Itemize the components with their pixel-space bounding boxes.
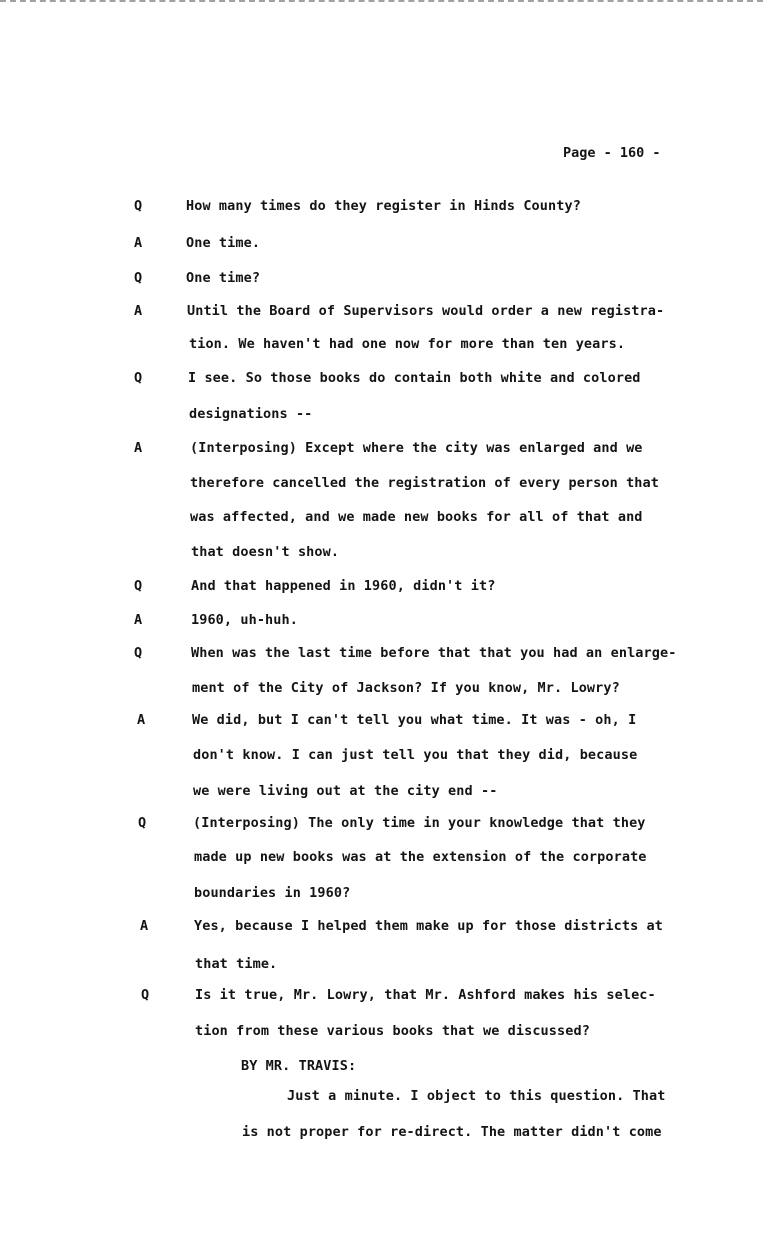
speaker-marker: Q [134, 270, 143, 286]
testimony-line: boundaries in 1960? [194, 885, 351, 901]
objection-line: is not proper for re-direct. The matter didn't come [242, 1124, 662, 1140]
testimony-line: (Interposing) The only time in your knowledge that they [193, 815, 646, 831]
testimony-line: How many times do they register in Hinds County? [186, 198, 581, 214]
speaker-marker: A [137, 712, 146, 728]
objection-line: Just a minute. I object to this question. That [287, 1088, 666, 1104]
testimony-line: Until the Board of Supervisors would order a new registra- [187, 303, 665, 319]
testimony-line: One time. [186, 235, 261, 251]
testimony-line: 1960, uh-huh. [191, 612, 298, 628]
testimony-line: therefore cancelled the registration of every person that [190, 475, 659, 491]
testimony-line: (Interposing) Except where the city was enlarged and we [190, 440, 643, 456]
testimony-line: that time. [195, 956, 278, 972]
speaker-marker: Q [141, 987, 150, 1003]
testimony-line: designations -- [189, 406, 313, 422]
testimony-line: Is it true, Mr. Lowry, that Mr. Ashford makes his selec- [195, 987, 656, 1003]
testimony-line: Yes, because I helped them make up for those districts at [194, 918, 663, 934]
top-border-rule [0, 0, 763, 2]
speaker-marker: A [140, 918, 149, 934]
testimony-line: tion from these various books that we discussed? [195, 1023, 590, 1039]
testimony-line: we were living out at the city end -- [193, 783, 498, 799]
speaker-marker: Q [134, 645, 143, 661]
speaker-marker: A [134, 235, 143, 251]
speaker-marker: Q [134, 198, 143, 214]
testimony-line: made up new books was at the extension of the corporate [194, 849, 647, 865]
speaker-marker: A [134, 303, 143, 319]
testimony-line: don't know. I can just tell you that they did, because [193, 747, 638, 763]
testimony-line: tion. We haven't had one now for more than ten years. [189, 336, 626, 352]
testimony-line: When was the last time before that that you had an enlarge- [191, 645, 677, 661]
testimony-line: One time? [186, 270, 261, 286]
speaker-marker: Q [134, 578, 143, 594]
speaker-marker: A [134, 612, 143, 628]
testimony-line: We did, but I can't tell you what time. It was - oh, I [192, 712, 637, 728]
speaker-marker: Q [134, 370, 143, 386]
speaker-marker: A [134, 440, 143, 456]
testimony-line: that doesn't show. [191, 544, 340, 560]
testimony-line: And that happened in 1960, didn't it? [191, 578, 496, 594]
testimony-line: ment of the City of Jackson? If you know, Mr. Lowry? [192, 680, 620, 696]
objection-heading: BY MR. TRAVIS: [241, 1058, 357, 1074]
page-number: Page - 160 - [563, 145, 661, 161]
testimony-line: was affected, and we made new books for all of that and [190, 509, 643, 525]
testimony-line: I see. So those books do contain both white and colored [188, 370, 641, 386]
speaker-marker: Q [138, 815, 147, 831]
